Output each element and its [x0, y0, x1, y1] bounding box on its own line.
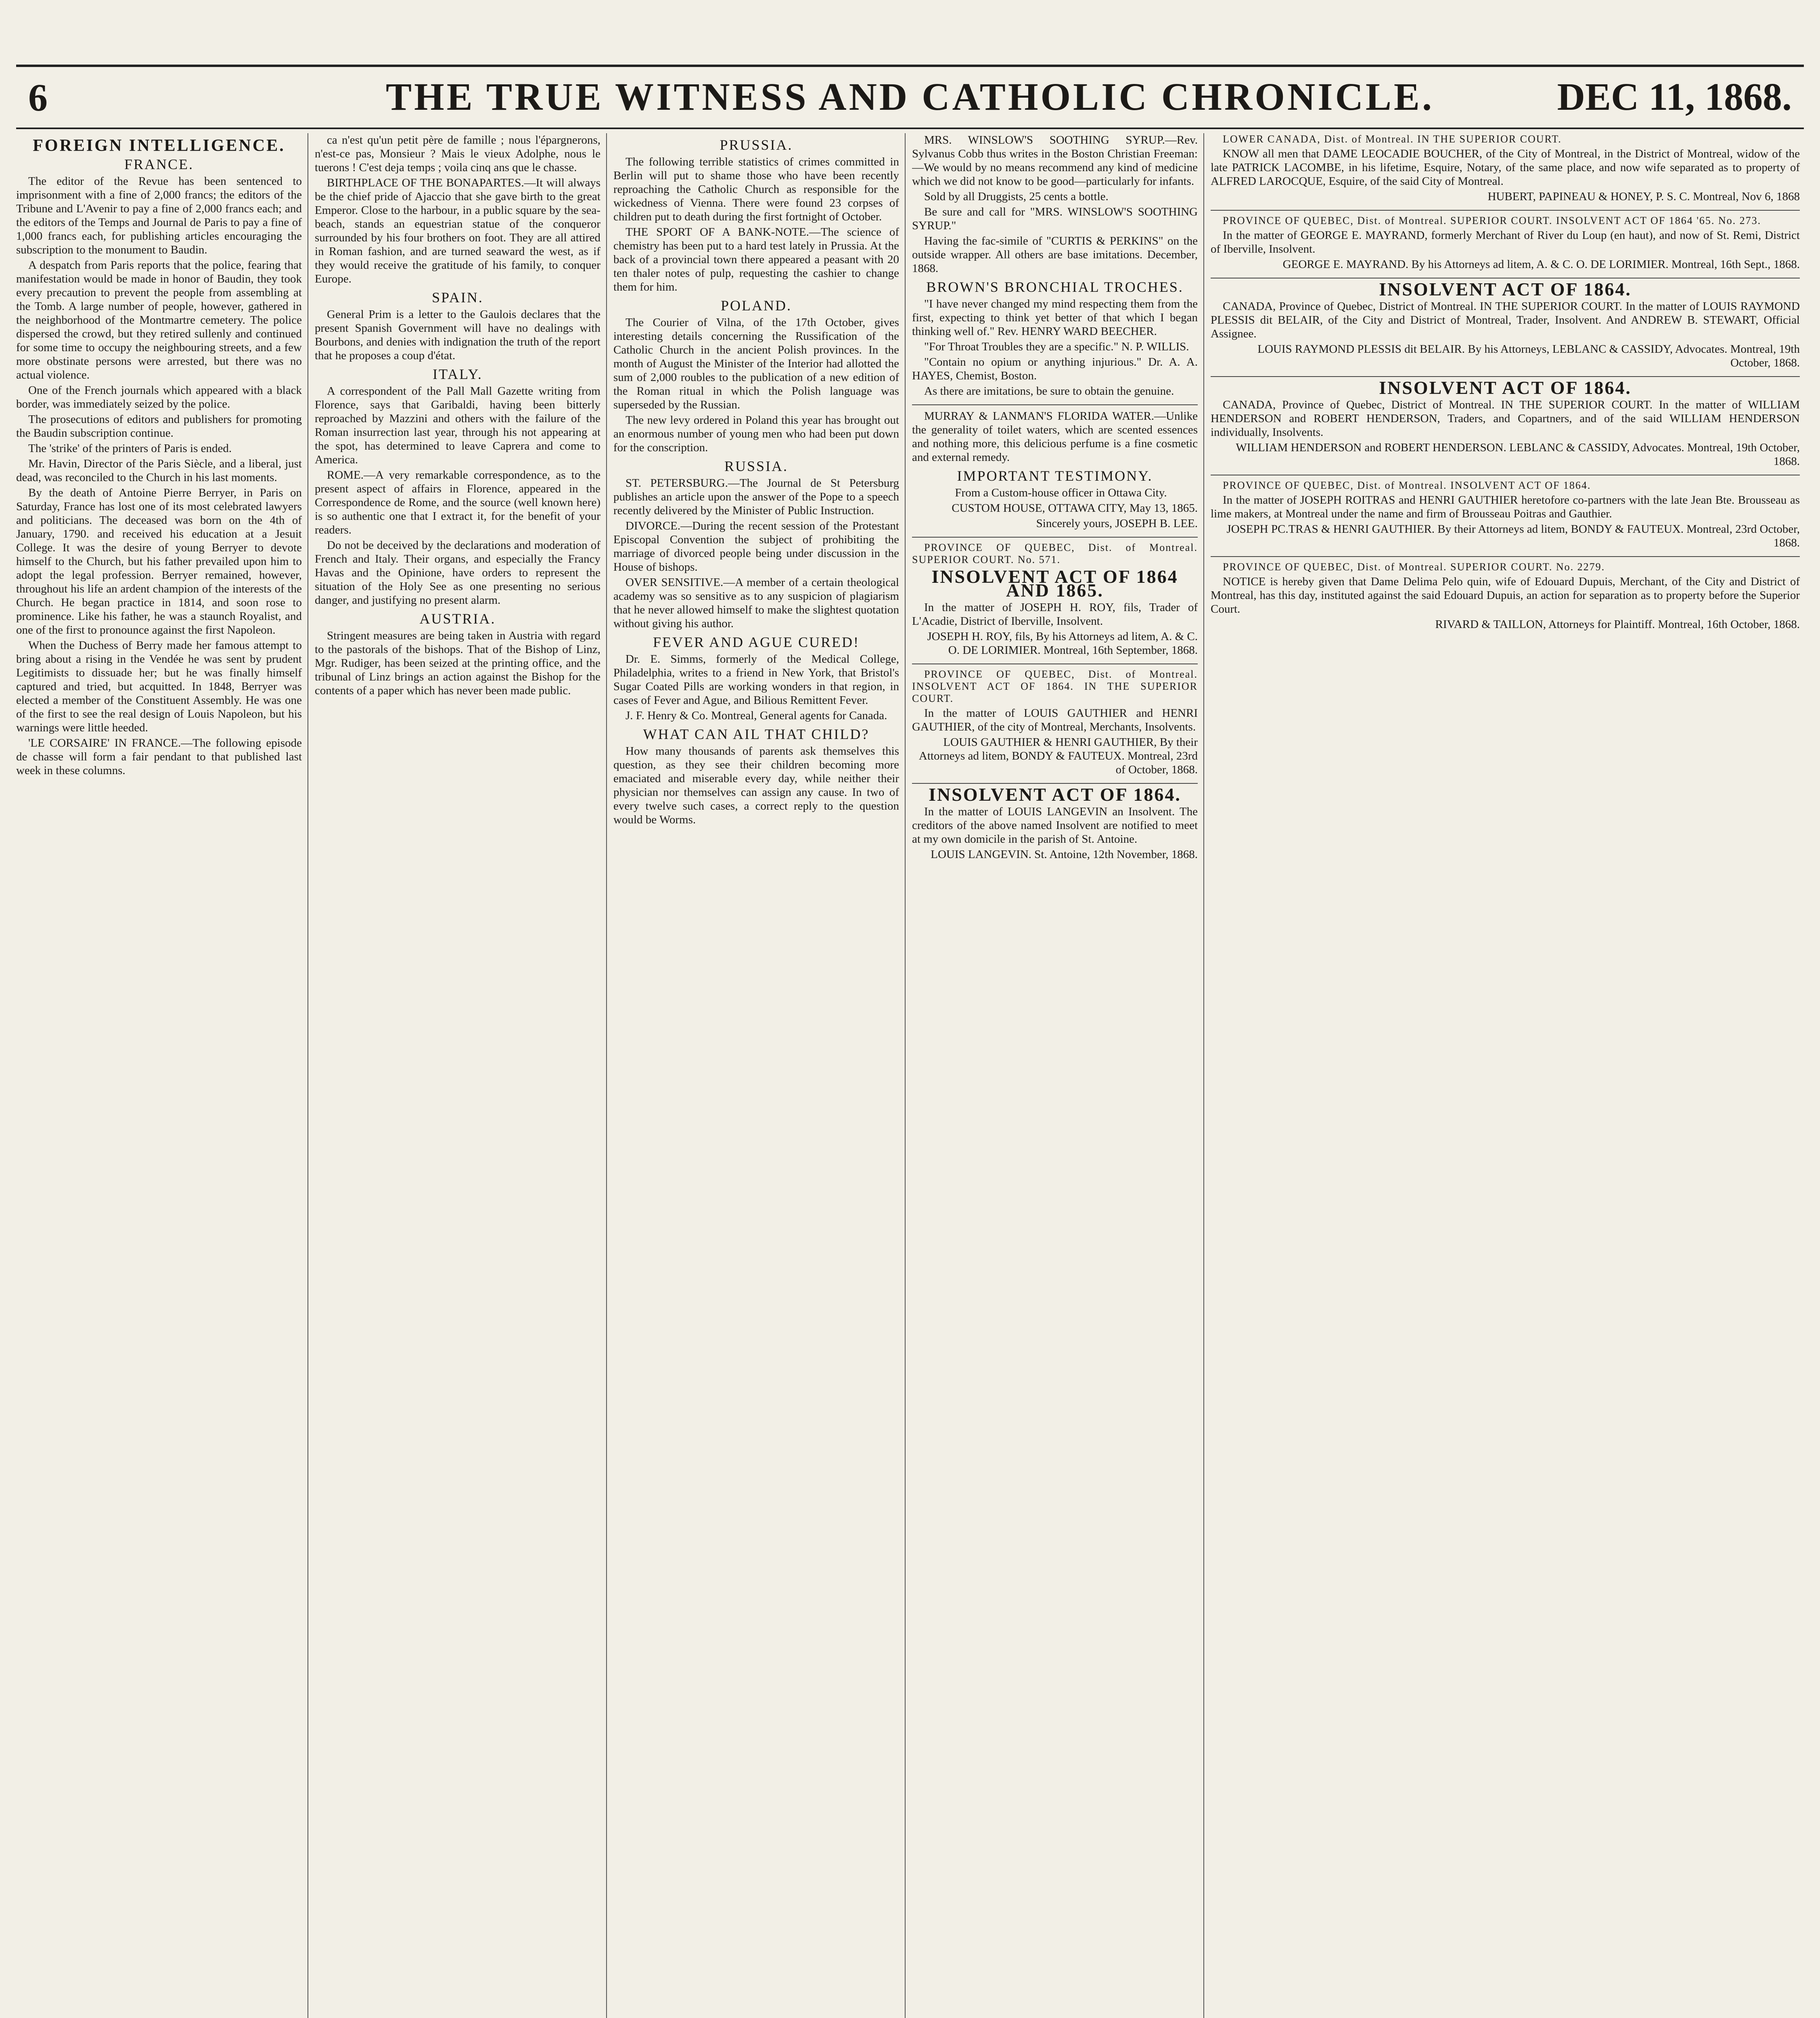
legal-notice-signature: WILLIAM HENDERSON and ROBERT HENDERSON. LEBLANC & CASSIDY, Advocates. Montreal, 19th October, 1868.	[1236, 441, 1800, 468]
column-2	[315, 133, 600, 2018]
article-paragraph: The 'strike' of the printers of Paris is ended.	[28, 442, 232, 455]
legal-notice-text: In the matter of JOSEPH ROITRAS and HENRI GAUTHIER heretofore co-partners with the late Jean Bte. Brousseau as lime makers, at Montreal under the name and firm of Brousseau Poitras and Gauthier.	[1211, 494, 1800, 520]
article-paragraph: BIRTHPLACE OF THE BONAPARTES.—It will always be the chief pride of Ajaccio that she gave birth to the great Emperor. Close to the harbour, in a public square by the sea-beach, stands an equestrian statue of the conqueror surrounded by his four brothers on foot. They are all attired in Roman fashion, and are turned seaward the west, as if they would receive the gratitude of his family, to conquer Europe.	[315, 176, 600, 285]
article-paragraph: ST. PETERSBURG.—The Journal de St Petersburg publishes an article upon the answer of the Pope to a speech recently delivered by the Minister of Public Instruction.	[613, 477, 899, 517]
advert-paragraph: MURRAY & LANMAN'S FLORIDA WATER.—Unlike the generality of toilet waters, which are scented essences and nothing more, this delicious perfume is a fine cosmetic and external remedy.	[912, 410, 1198, 464]
sub-heading-spain: SPAIN.	[432, 289, 483, 306]
sub-heading-russia: RUSSIA.	[724, 458, 789, 474]
sub-heading-child: WHAT CAN AIL THAT CHILD?	[643, 726, 870, 742]
divider	[1211, 376, 1800, 377]
sub-heading-poland: POLAND.	[720, 297, 792, 314]
divider	[1211, 210, 1800, 211]
legal-notice-header: LOWER CANADA, Dist. of Montreal. IN THE SUPERIOR COURT.	[1223, 133, 1562, 145]
legal-notice-header: PROVINCE OF QUEBEC, Dist. of Montreal. INSOLVENT ACT OF 1864. IN THE SUPERIOR COURT.	[912, 668, 1198, 704]
legal-notice-text: NOTICE is hereby given that Dame Delima Pelo quin, wife of Edouard Dupuis, Merchant, of the City and District of Montreal, has this day, instituted against the said Edouard Dupuis, an action for separation as to property before the Superior Court.	[1211, 575, 1800, 615]
article-paragraph: By the death of Antoine Pierre Berryer, in Paris on Saturday, France has lost one of its most celebrated lawyers and politicians. The deceased was born on the 4th of January, 1790. and received his education at a Jesuit College. It was the desire of young Berryer to devote himself to the Church, but his father prevailed upon him to adopt the legal profession. Berryer remained, however, throughout his life an ardent champion of the interests of the Church. He began practice in 1814, and soon rose to prominence. Like his father, he was a staunch Royalist, and one of the first to pronounce against the first Napoleon.	[16, 486, 302, 636]
legal-notice-text: In the matter of JOSEPH H. ROY, fils, Trader of L'Acadie, District of Iberville, Insolvent.	[912, 601, 1198, 628]
sub-heading-italy: ITALY.	[433, 366, 483, 382]
column-4	[912, 133, 1198, 2018]
column-rule	[905, 133, 906, 2018]
article-paragraph: The prosecutions of editors and publishers for promoting the Baudin subscription continue.	[16, 413, 302, 440]
testimonial: "I have never changed my mind respecting them from the first, expecting to think yet better of that which I began thinking well of." Rev. HENRY WARD BEECHER.	[912, 297, 1198, 338]
column-3	[613, 133, 899, 2018]
sub-heading-prussia: PRUSSIA.	[720, 137, 793, 153]
article-paragraph: ROME.—A very remarkable correspondence, as to the present aspect of affairs in Florence, appeared in the Correspondence de Rome, and the source (well known here) is so authentic one that I extract it, for the benefit of your readers.	[315, 469, 600, 536]
advert-paragraph: How many thousands of parents ask themselves this question, as they see their children becoming more emaciated and miserable every day, while neither their physician nor themselves can assign any cause. In two of every twelve such cases, a correct reply to the question would be Worms.	[613, 745, 899, 826]
legal-notice-title: INSOLVENT ACT OF 1864 AND 1865.	[931, 566, 1178, 601]
column-5	[1211, 133, 1800, 2018]
article-paragraph: Mr. Havin, Director of the Paris Siècle, and a liberal, just dead, was reconciled to the Church in his last moments.	[16, 457, 302, 484]
article-paragraph: The following terrible statistics of crimes committed in Berlin will put to shame those who have been recently reproaching the Catholic Church as responsible for the wickedness of Vienna. There were found 23 corpses of children put to death during the first fortnight of October.	[613, 155, 899, 223]
column-1	[16, 133, 302, 2018]
sub-heading-testimony: IMPORTANT TESTIMONY.	[957, 468, 1153, 484]
legal-notice-signature: HUBERT, PAPINEAU & HONEY, P. S. C. Montreal, Nov 6, 1868	[1487, 190, 1800, 203]
issue-date: DEC 11, 1868.	[1557, 75, 1792, 118]
article-paragraph: THE SPORT OF A BANK-NOTE.—The science of chemistry has been put to a hard test lately in Prussia. At the back of a provincial town there appeared a peasant with 20 ten thaler notes of pulp, requesting the cashier to change them for him.	[613, 226, 899, 293]
legal-notice-text: KNOW all men that DAME LEOCADIE BOUCHER, of the City of Montreal, in the District of Montreal, widow of the late PATRICK LACOMBE, in his lifetime, Esquire, Notary, of the same place, and now wife separated as to property of ALFRED LAROCQUE, Esquire, of the said City of Montreal.	[1211, 147, 1800, 188]
legal-notice-title: INSOLVENT ACT OF 1864.	[929, 784, 1181, 805]
newspaper-page	[16, 16, 1804, 2018]
article-paragraph: One of the French journals which appeared with a black border, was immediately seized by the police.	[16, 384, 302, 410]
advert-paragraph: Having the fac-simile of "CURTIS & PERKINS" on the outside wrapper. All others are base imitations. December, 1868.	[912, 234, 1198, 275]
legal-notice-signature: JOSEPH H. ROY, fils, By his Attorneys ad litem, A. & C. O. DE LORIMIER. Montreal, 16th September, 1868.	[927, 630, 1198, 657]
sub-heading-troches: BROWN'S BRONCHIAL TROCHES.	[926, 279, 1184, 295]
article-paragraph: Stringent measures are being taken in Austria with regard to the pastorals of the bishops. That of the Bishop of Linz, Mgr. Rudiger, has been seized at the printing office, and the tribunal of Linz brings an action against the Bishop for the contents of a paper which has never been made public.	[315, 629, 600, 697]
legal-notice-signature: JOSEPH PC.TRAS & HENRI GAUTHIER. By their Attorneys ad litem, BONDY & FAUTEUX. Montreal, 23rd October, 1868.	[1226, 523, 1800, 549]
legal-notice-signature: LOUIS RAYMOND PLESSIS dit BELAIR. By his Attorneys, LEBLANC & CASSIDY, Advocates. Montreal, 19th October, 1868.	[1257, 343, 1800, 369]
divider	[1211, 556, 1800, 557]
article-paragraph: When the Duchess of Berry made her famous attempt to bring about a rising in the Vendée he was sent by prudent Legitimists to dissuade her; but he was finally himself captured and tried, but acquitted. In 1848, Berryer was elected a member of the Constituent Assembly. He was one of the first to see the real design of Louis Napoleon, but his warnings were little heeded.	[16, 639, 302, 734]
legal-notice-text: In the matter of GEORGE E. MAYRAND, formerly Merchant of River du Loup (en haut), and now of St. Remi, District of Iberville, Insolvent.	[1211, 229, 1800, 255]
legal-notice-text: In the matter of LOUIS GAUTHIER and HENRI GAUTHIER, of the city of Montreal, Merchants, Insolvents.	[912, 707, 1198, 733]
newspaper-title: THE TRUE WITNESS AND CATHOLIC CHRONICLE.	[386, 75, 1434, 118]
legal-notice-header: PROVINCE OF QUEBEC, Dist. of Montreal. INSOLVENT ACT OF 1864.	[1223, 479, 1591, 491]
testimonial: "Contain no opium or anything injurious." Dr. A. A. HAYES, Chemist, Boston.	[912, 356, 1198, 382]
legal-notice-text: In the matter of LOUIS LANGEVIN an Insolvent. The creditors of the above named Insolvent are notified to meet at my own domicile in the parish of St. Antoine.	[912, 805, 1198, 846]
legal-notice-header: PROVINCE OF QUEBEC, Dist. of Montreal. SUPERIOR COURT. No. 571.	[912, 542, 1198, 565]
divider	[912, 537, 1198, 538]
advert-paragraph: MRS. WINSLOW'S SOOTHING SYRUP.—Rev. Sylvanus Cobb thus writes in the Boston Christian Freeman:—We would by no means recommend any kind of medicine which we did not know to be good—particularly for infants.	[912, 134, 1198, 188]
testimonial: From a Custom-house officer in Ottawa City.	[955, 486, 1167, 499]
testimonial: As there are imitations, be sure to obtain the genuine.	[924, 385, 1174, 398]
article-paragraph: The Courier of Vilna, of the 17th October, gives interesting details concerning the Russification of the Catholic Church in the ancient Polish provinces. In the month of August the Minister of the Interior had allotted the sum of 2,000 roubles to the publication of a new edition of the Roman ritual in which the Polish language was superseded by the Russian.	[613, 316, 899, 411]
article-paragraph: ca n'est qu'un petit père de famille ; nous l'épargnerons, n'est-ce pas, Monsieur ? Mais le vieux Adolphe, nous le tuerons ! C'est deja temps ; voila cinq ans que le chasse.	[315, 134, 600, 174]
article-paragraph: DIVORCE.—During the recent session of the Protestant Episcopal Convention the subject of prohibiting the marriage of divorced people being under discussion in the House of bishops.	[613, 519, 899, 574]
column-rule	[1203, 133, 1204, 2018]
testimonial: CUSTOM HOUSE, OTTAWA CITY, May 13, 1865.	[952, 502, 1198, 515]
legal-notice-text: CANADA, Province of Quebec, District of Montreal. IN THE SUPERIOR COURT. In the matter of WILLIAM HENDERSON and ROBERT HENDERSON, Traders, and Copartners, and of the said WILLIAM HENDERSON individually, Insolvents.	[1211, 398, 1800, 439]
legal-notice-signature: RIVARD & TAILLON, Attorneys for Plaintiff. Montreal, 16th October, 1868.	[1435, 618, 1800, 631]
testimonial: "For Throat Troubles they are a specific." N. P. WILLIS.	[924, 340, 1189, 353]
column-rule	[606, 133, 607, 2018]
article-paragraph: The editor of the Revue has been sentenced to imprisonment with a fine of 2,000 francs; the editors of the Tribune and L'Avenir to pay a fine of 2,000 francs each; and the editors of the Temps and Journal de Paris to pay a fine of 1,000 francs each, for publishing articles encouraging the subscription to the monument to Baudin.	[16, 175, 302, 256]
testimonial: Sincerely yours, JOSEPH B. LEE.	[1036, 517, 1198, 530]
article-paragraph: A despatch from Paris reports that the police, fearing that manifestation would be made in honor of Baudin, they took every precaution to prevent the people from assembling at the Tomb. A large number of people, however, gathered in the neighborhood of the Montmartre cemetery. The police dispersed the crowd, but they retired sullenly and continued for some time to occupy the neighbouring streets, and a few more obstinate persons were arrested, but there was no actual violence.	[16, 259, 302, 381]
article-paragraph: A correspondent of the Pall Mall Gazette writing from Florence, says that Garibaldi, having been bitterly reproached by Mazzini and others with the failure of the Roman insurrection last year, through his not appearing at the spot, has determined to leave Caprera and come to America.	[315, 385, 600, 466]
advert-paragraph: Sold by all Druggists, 25 cents a bottle.	[924, 190, 1109, 203]
advert-paragraph: J. F. Henry & Co. Montreal, General agents for Canada.	[625, 709, 887, 722]
legal-notice-text: CANADA, Province of Quebec, District of Montreal. IN THE SUPERIOR COURT. In the matter of LOUIS RAYMOND PLESSIS dit BELAIR, of the City and District of Montreal, Trader, Insolvent. And ANDREW B. STEWART, Official Assignee.	[1211, 300, 1800, 340]
advert-paragraph: Dr. E. Simms, formerly of the Medical College, Philadelphia, writes to a friend in New York, that Bristol's Sugar Coated Pills are working wonders in that region, in cases of Fever and Ague, and Bilious Remittent Fever.	[613, 653, 899, 707]
legal-notice-title: INSOLVENT ACT OF 1864.	[1379, 377, 1632, 398]
divider	[912, 783, 1198, 784]
advert-paragraph: Be sure and call for "MRS. WINSLOW'S SOOTHING SYRUP."	[912, 205, 1198, 232]
article-paragraph: General Prim is a letter to the Gaulois declares that the present Spanish Government will have no dealings with Bourbons, and denies with indignation the truth of the report that he proposes a coup d'état.	[315, 308, 600, 362]
sub-heading-france: FRANCE.	[124, 156, 194, 172]
columns	[16, 133, 1804, 2018]
masthead	[16, 65, 1804, 129]
article-paragraph: 'LE CORSAIRE' IN FRANCE.—The following episode de chasse will form a fair pendant to that published last week in these columns.	[16, 737, 302, 777]
legal-notice-header: PROVINCE OF QUEBEC, Dist. of Montreal. SUPERIOR COURT. No. 2279.	[1223, 561, 1605, 573]
legal-notice-signature: LOUIS GAUTHIER & HENRI GAUTHIER, By their Attorneys ad litem, BONDY & FAUTEUX. Montreal, 23rd of October, 1868.	[918, 736, 1198, 776]
sub-heading-austria: AUSTRIA.	[419, 611, 496, 627]
article-paragraph: The new levy ordered in Poland this year has brought out an enormous number of young men who had been put down for the conscription.	[613, 414, 899, 454]
sub-heading-fever: FEVER AND AGUE CURED!	[653, 634, 860, 650]
divider	[912, 404, 1198, 405]
legal-notice-header: PROVINCE OF QUEBEC, Dist. of Montreal. SUPERIOR COURT. INSOLVENT ACT OF 1864 '65. No. 273.	[1223, 215, 1761, 226]
page-number: 6	[28, 76, 48, 119]
article-paragraph: OVER SENSITIVE.—A member of a certain theological academy was so sensitive as to any suspicion of plagiarism that he never allowed himself to make the slightest quotation without giving his author.	[613, 576, 899, 630]
section-heading: FOREIGN INTELLIGENCE.	[33, 136, 285, 155]
article-paragraph: Do not be deceived by the declarations and moderation of French and Italy. Their organs, and especially the Francy Havas and the Opinione, have orders to represent the situation of the Holy See as one presenting no serious danger, and justifying no present alarm.	[315, 539, 600, 607]
legal-notice-signature: GEORGE E. MAYRAND. By his Attorneys ad litem, A. & C. O. DE LORIMIER. Montreal, 16th Sept., 1868.	[1282, 258, 1800, 271]
legal-notice-signature: LOUIS LANGEVIN. St. Antoine, 12th November, 1868.	[931, 848, 1198, 861]
legal-notice-title: INSOLVENT ACT OF 1864.	[1379, 279, 1632, 299]
